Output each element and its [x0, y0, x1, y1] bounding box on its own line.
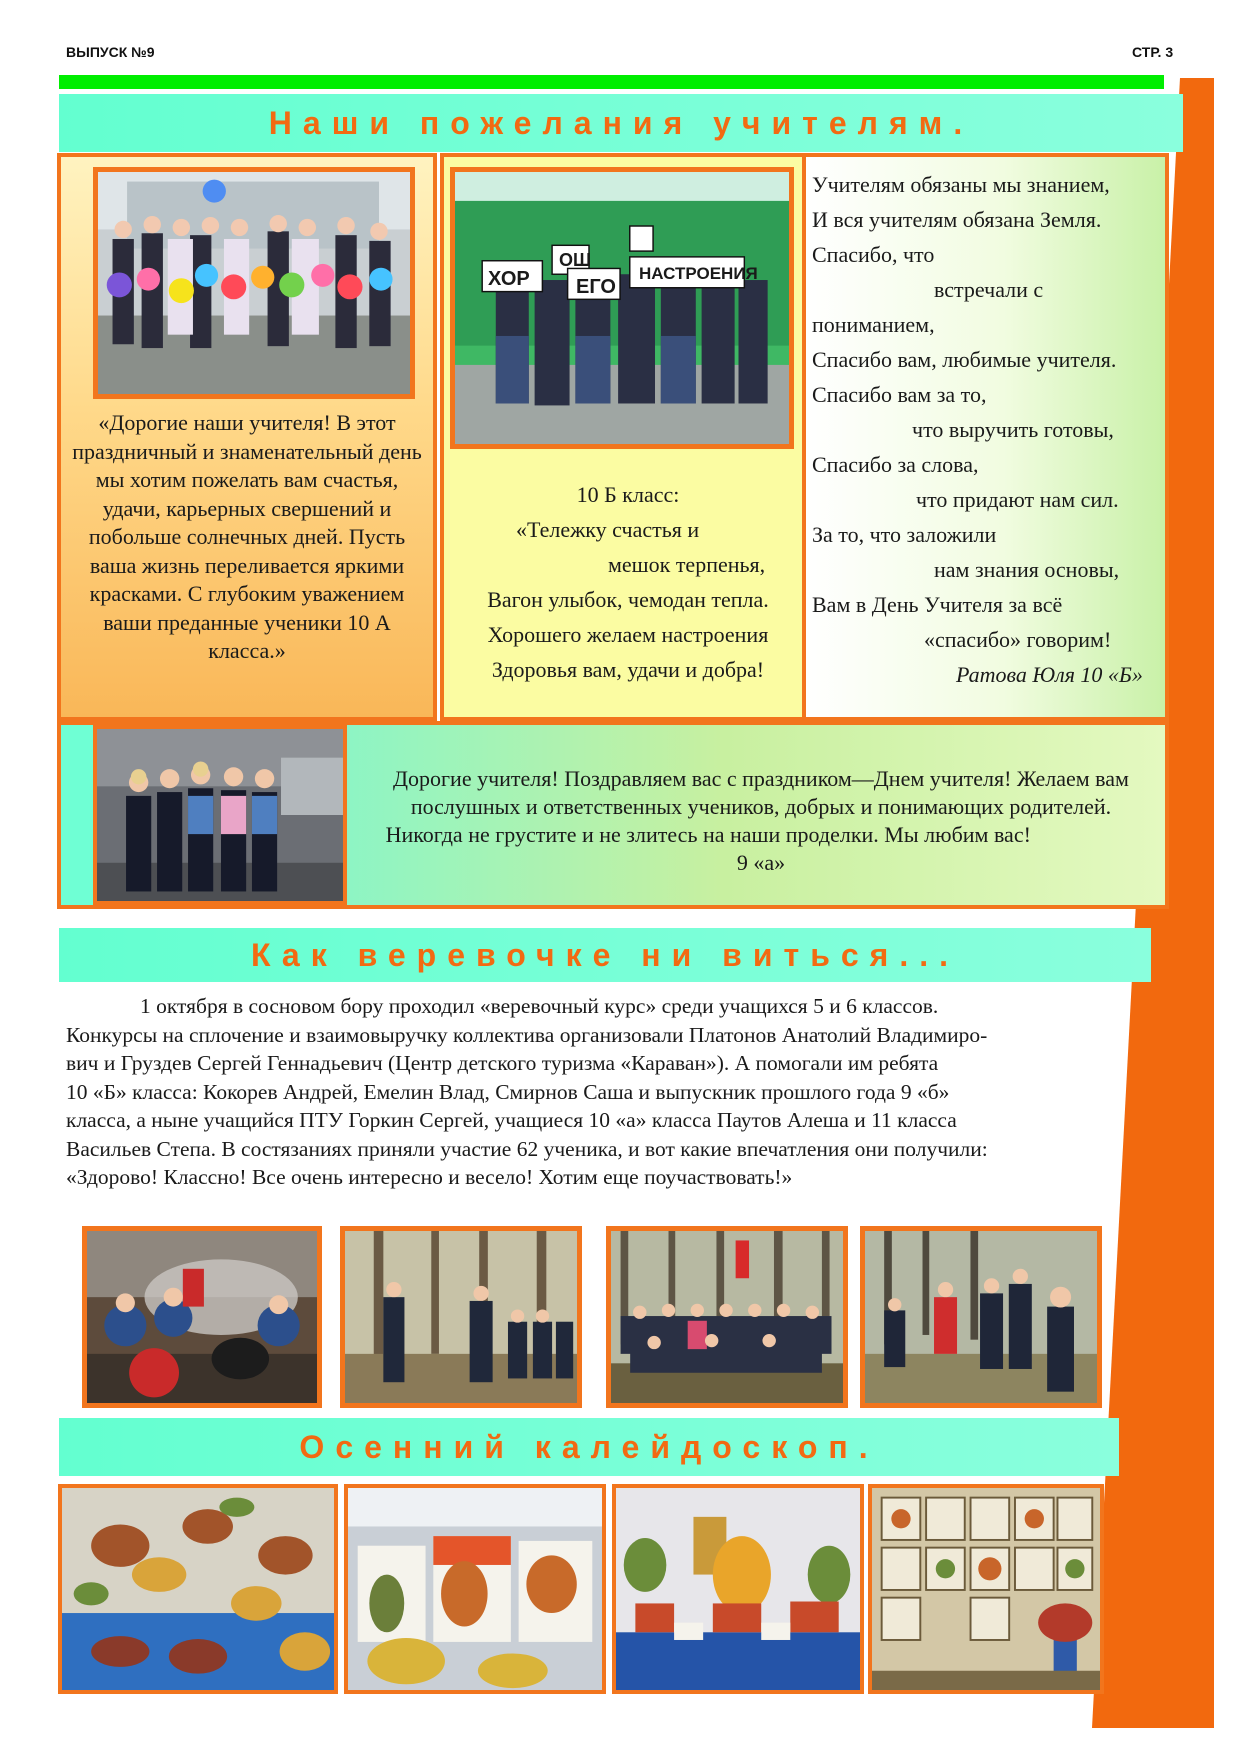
- forest-game-photo: [340, 1226, 582, 1408]
- poem-10b-line: мешок терпенья,: [608, 552, 766, 577]
- graduates-balloons-photo: [93, 167, 415, 399]
- teachers-wish-10b-box: [440, 153, 806, 721]
- teachers-poem-box: [806, 153, 1169, 721]
- group-photo-forest: [606, 1226, 848, 1408]
- leaf-pictures-wall-photo: [868, 1484, 1104, 1694]
- section3-title: Осенний калейдоскоп.: [299, 1429, 879, 1465]
- poem-line: встречали с: [934, 277, 1044, 302]
- section1-title: Наши пожелания учителям.: [268, 105, 974, 141]
- mint-strip: [61, 725, 93, 905]
- teachers-wish-10a-box: [57, 153, 437, 721]
- sign-word-3: ЕГО: [576, 276, 616, 298]
- issue-number: ВЫПУСК №9: [66, 44, 155, 60]
- poem-author: Ратова Юля 10 «Б»: [956, 662, 1143, 687]
- poem-line: что придают нам сил.: [916, 487, 1119, 512]
- article-line: 10 «Б» класса: Кокорев Андрей, Емелин Влад, Смирнов Саша и выпускник прошлого года 9 «б»: [66, 1079, 950, 1104]
- article-line: «Здорово! Классно! Все очень интересно и весело! Хотим еще поучаствовать!»: [66, 1165, 793, 1189]
- poem-10b-line: Хорошего желаем настроения: [487, 622, 769, 647]
- teachers-wish-9a-signature: 9 «а»: [736, 850, 786, 875]
- poem-line: пониманием,: [812, 312, 935, 337]
- teachers-wish-10a-text: «Дорогие наши учителя! В этот праздничный и знаменательный день мы хотим пожелать вам счастья, удачи, карьерных свершений и побольше солнечных дней. Пусть ваша жизнь переливается яркими красками. С глубоким уважением ваши преданные ученики 10 А класса.»: [72, 410, 422, 663]
- sign-word-2: ОШ: [559, 250, 592, 270]
- section2-title-bar: [59, 928, 1151, 982]
- article-line: вич и Груздев Сергей Геннадьевич (Центр детского туризма «Караван»). А помогали им ребята: [66, 1051, 939, 1075]
- article-line: Васильев Степа. В состязаниях приняли участие 62 ученика, и вот какие впечатления они получили:: [66, 1136, 988, 1161]
- poem-line: что выручить готовы,: [912, 417, 1114, 442]
- section2-title: Как веревочке ни виться...: [250, 937, 959, 973]
- tug-of-war-photo: [860, 1226, 1102, 1408]
- poem-line: нам знания основы,: [934, 557, 1120, 582]
- poem-10b-line: «Тележку счастья и: [516, 517, 700, 542]
- poem-10b-line: Вагон улыбок, чемодан тепла.: [487, 587, 769, 612]
- green-rule: [59, 75, 1164, 89]
- poem-line: За то, что заложили: [812, 522, 997, 547]
- teachers-poem: [812, 167, 1172, 692]
- page-number: СТР. 3: [1132, 44, 1174, 60]
- poem-line: Спасибо вам, любимые учителя.: [812, 347, 1117, 372]
- section3-title-bar: [59, 1418, 1119, 1476]
- poem-line: Спасибо за слова,: [812, 452, 979, 477]
- poem-line: Учителям обязаны мы знанием,: [812, 172, 1110, 197]
- article-line: 1 октября в сосновом бору проходил «веревочный курс» среди учащихся 5 и 6 классов.: [140, 994, 939, 1018]
- rope-course-article: [66, 992, 1146, 1192]
- article-line: класса, а ныне учащийся ПТУ Горкин Сергей, учащиеся 10 «а» класса Паутов Алеша и 11 класса: [66, 1108, 957, 1132]
- good-mood-sign-photo: [450, 167, 794, 449]
- poem-line: «спасибо» говорим!: [924, 627, 1112, 652]
- poem-10b-line: Здоровья вам, удачи и добра!: [491, 657, 765, 682]
- teachers-wish-9a-body: Дорогие учителя! Поздравляем вас с праздником—Днем учителя! Желаем вам послушных и ответственных учеников, добрых и понимающих родителей. Никогда не грустите и не злитесь на наши проделки. Мы любим вас!: [385, 766, 1129, 847]
- teachers-wish-9a-text: [381, 765, 1141, 877]
- poem-line: Вам в День Учителя за всё: [812, 592, 1063, 617]
- poem-line: И вся учителям обязана Земля.: [812, 207, 1102, 232]
- teachers-wish-10b-text: [458, 477, 798, 687]
- sign-word-1: ХОР: [488, 268, 530, 290]
- leaf-collage-photo-2: [344, 1484, 606, 1694]
- poem-10b-line: 10 Б класс:: [576, 482, 680, 507]
- section1-title-bar: [59, 94, 1183, 152]
- poem-line: Спасибо, что: [812, 242, 935, 267]
- class-9a-photo: [93, 725, 347, 905]
- sign-word-4: НАСТРОЕНИЯ: [639, 264, 758, 283]
- teachers-wish-9a-box: [57, 721, 1169, 909]
- leaf-collage-photo-1: [58, 1484, 338, 1694]
- article-line: Конкурсы на сплочение и взаимовыручку коллектива организовали Платонов Анатолий Владимиро-: [66, 1022, 988, 1047]
- campfire-photo: [82, 1226, 322, 1408]
- autumn-crafts-table-photo: [612, 1484, 864, 1694]
- poem-line: Спасибо вам за то,: [812, 382, 987, 407]
